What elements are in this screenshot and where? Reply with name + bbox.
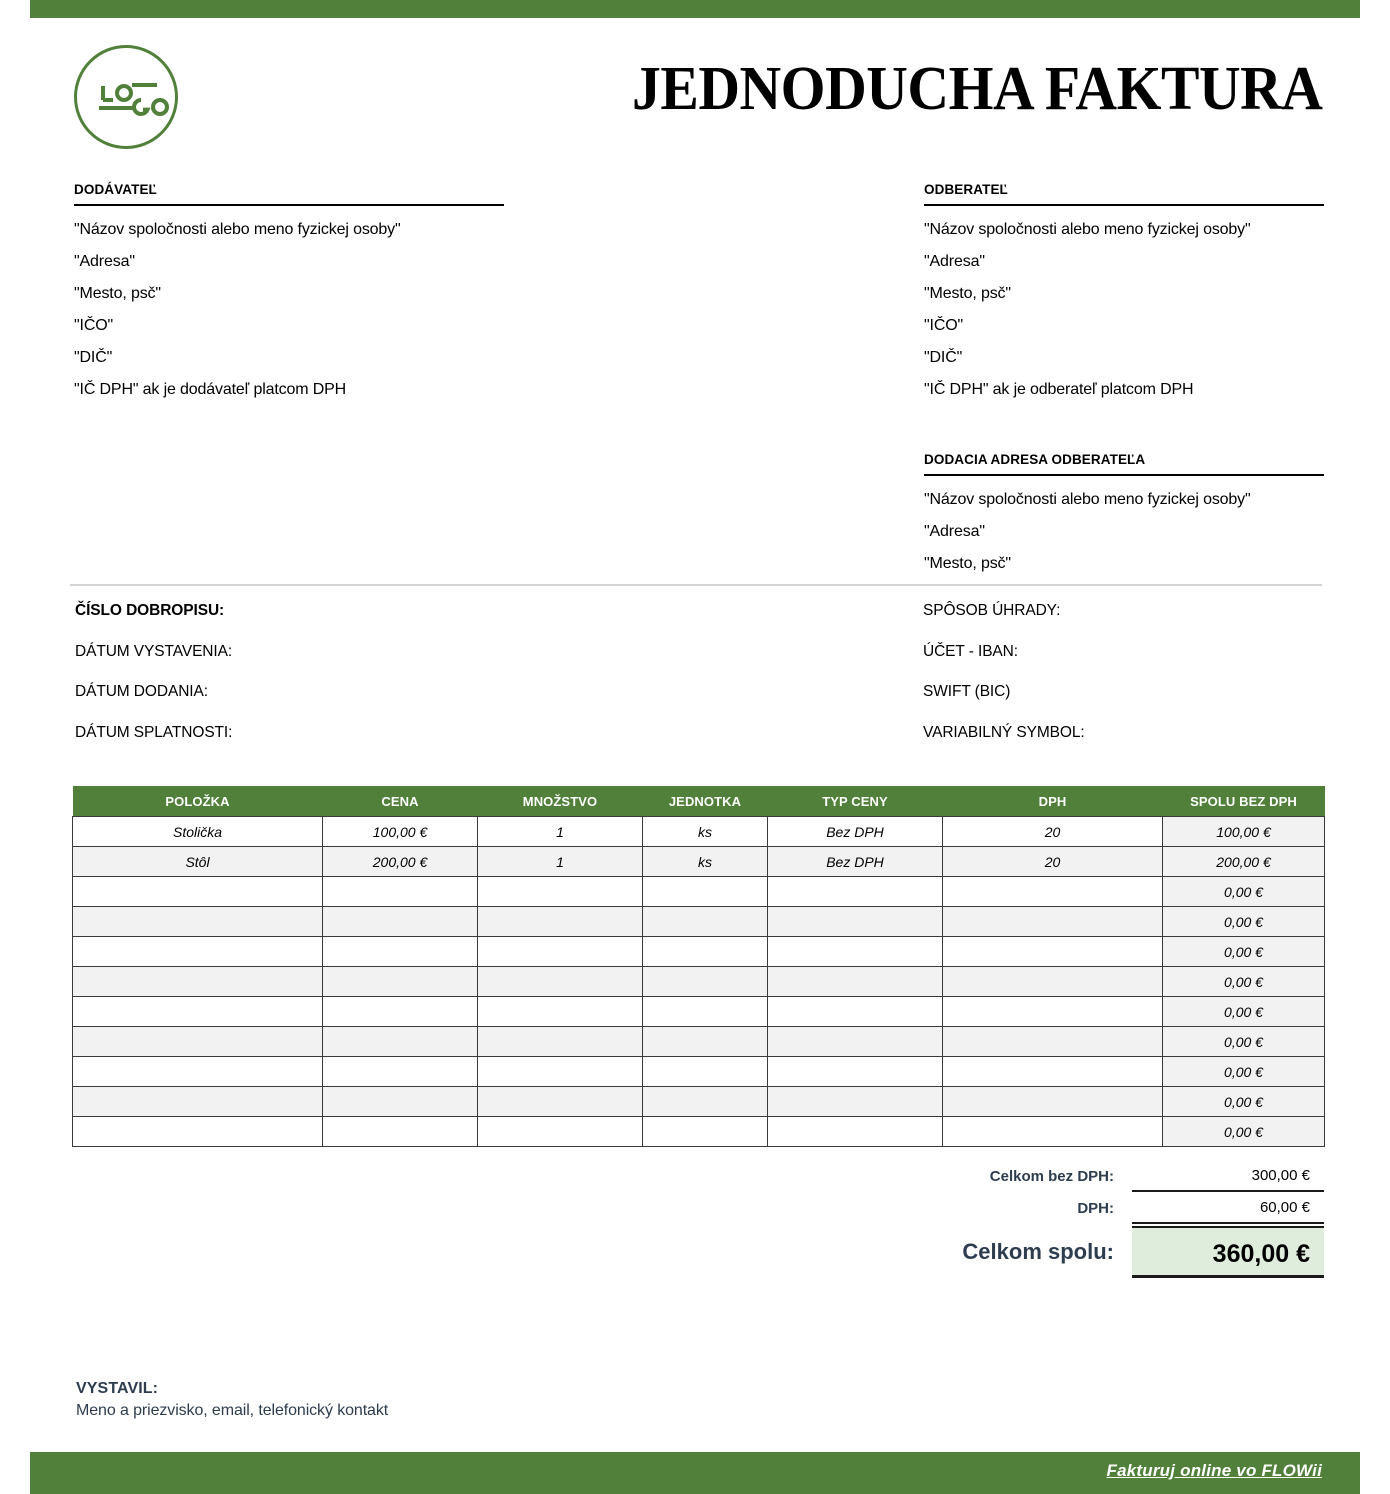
column-header-vat: DPH [943, 786, 1163, 817]
cell-price[interactable] [323, 967, 478, 997]
supplier-line: "Názov spoločnosti alebo meno fyzickej osoby" [74, 221, 401, 238]
cell-vat[interactable] [943, 907, 1163, 937]
cell-unit[interactable] [643, 1087, 768, 1117]
cell-total-excl-vat[interactable]: 100,00 € [1163, 817, 1325, 847]
cell-quantity[interactable]: 1 [478, 817, 643, 847]
cell-price-type[interactable] [768, 1117, 943, 1147]
invoice-meta-left [75, 603, 232, 765]
cell-quantity[interactable] [478, 1117, 643, 1147]
customer-line: "Mesto, psč" [924, 285, 1011, 302]
subtotal-value: 300,00 € [1132, 1160, 1324, 1192]
delivery-address-block [924, 452, 1324, 572]
grand-total-label: Celkom spolu: [962, 1239, 1114, 1264]
cell-price[interactable] [323, 997, 478, 1027]
cell-vat[interactable] [943, 997, 1163, 1027]
cell-item[interactable] [73, 877, 323, 907]
issued-by-text: Meno a priezvisko, email, telefonický kontakt [76, 1401, 389, 1419]
customer-line: "Adresa" [924, 253, 985, 270]
cell-total-excl-vat[interactable]: 0,00 € [1163, 967, 1325, 997]
cell-vat[interactable] [943, 877, 1163, 907]
cell-item[interactable] [73, 1087, 323, 1117]
cell-price-type[interactable] [768, 967, 943, 997]
cell-price[interactable]: 100,00 € [323, 817, 478, 847]
cell-vat[interactable] [943, 937, 1163, 967]
column-header-total-excl-vat: SPOLU BEZ DPH [1163, 786, 1325, 817]
cell-price-type[interactable] [768, 877, 943, 907]
cell-price-type[interactable] [768, 907, 943, 937]
table-row[interactable] [73, 817, 1325, 847]
cell-unit[interactable] [643, 937, 768, 967]
meta-field-iban: ÚČET - IBAN: [923, 642, 1018, 660]
subtotal-label: Celkom bez DPH: [989, 1167, 1114, 1185]
cell-price[interactable] [323, 1087, 478, 1117]
table-row[interactable] [73, 847, 1325, 877]
cell-quantity[interactable] [478, 967, 643, 997]
issued-by-heading: VYSTAVIL: [76, 1380, 159, 1397]
table-row[interactable] [73, 907, 1325, 937]
table-row[interactable] [73, 877, 1325, 907]
cell-price-type[interactable] [768, 1057, 943, 1087]
invoice-meta-right [923, 603, 1085, 765]
cell-total-excl-vat[interactable]: 0,00 € [1163, 907, 1325, 937]
supplier-block [74, 182, 504, 398]
cell-quantity[interactable] [478, 1087, 643, 1117]
cell-item[interactable] [73, 937, 323, 967]
cell-price-type[interactable] [768, 1087, 943, 1117]
vat-value: 60,00 € [1132, 1192, 1324, 1224]
table-row[interactable] [73, 967, 1325, 997]
logo-mark-icon [77, 48, 181, 152]
meta-field-delivery-date: DÁTUM DODANIA: [75, 683, 208, 700]
cell-item[interactable] [73, 1117, 323, 1147]
customer-line: "IČO" [924, 317, 964, 334]
supplier-line: "IČO" [74, 317, 114, 334]
cell-unit[interactable] [643, 1117, 768, 1147]
cell-quantity[interactable] [478, 907, 643, 937]
cell-total-excl-vat[interactable]: 200,00 € [1163, 847, 1325, 877]
cell-vat[interactable] [943, 1057, 1163, 1087]
cell-unit[interactable]: ks [643, 847, 768, 877]
cell-total-excl-vat[interactable]: 0,00 € [1163, 1057, 1325, 1087]
delivery-address-heading: DODACIA ADRESA ODBERATEĽA [924, 452, 1324, 476]
meta-field-issue-date: DÁTUM VYSTAVENIA: [75, 642, 233, 660]
vat-label: DPH: [1077, 1199, 1114, 1217]
cell-vat[interactable] [943, 1117, 1163, 1147]
cell-total-excl-vat[interactable]: 0,00 € [1163, 1087, 1325, 1117]
cell-price-type[interactable] [768, 937, 943, 967]
table-row[interactable] [73, 997, 1325, 1027]
cell-price-type[interactable]: Bez DPH [768, 847, 943, 877]
column-header-item: POLOŽKA [73, 786, 323, 817]
meta-field-variable-symbol: VARIABILNÝ SYMBOL: [923, 723, 1085, 741]
cell-quantity[interactable] [478, 937, 643, 967]
cell-unit[interactable] [643, 1027, 768, 1057]
logo-circle-icon [74, 45, 178, 149]
flowii-link[interactable]: Fakturuj online vo FLOWii [1106, 1461, 1322, 1480]
cell-quantity[interactable] [478, 1057, 643, 1087]
page-title: JEDNODUCHA FAKTURA [631, 55, 1322, 123]
cell-item[interactable]: Stôl [73, 847, 323, 877]
cell-price[interactable] [323, 877, 478, 907]
delivery-address-line: "Adresa" [924, 523, 985, 540]
invoice-header [0, 0, 1390, 135]
column-header-price: CENA [323, 786, 478, 817]
meta-field-swift: SWIFT (BIC) [923, 683, 1011, 700]
column-header-price-type: TYP CENY [768, 786, 943, 817]
cell-unit[interactable] [643, 997, 768, 1027]
cell-total-excl-vat[interactable]: 0,00 € [1163, 877, 1325, 907]
supplier-line: "Mesto, psč" [74, 285, 161, 302]
cell-quantity[interactable] [478, 1027, 643, 1057]
meta-field-credit-note-number: ČÍSLO DOBROPISU: [75, 602, 225, 619]
cell-unit[interactable] [643, 907, 768, 937]
cell-price[interactable]: 200,00 € [323, 847, 478, 877]
column-header-unit: JEDNOTKA [643, 786, 768, 817]
supplier-line: "Adresa" [74, 253, 135, 270]
customer-line: "Názov spoločnosti alebo meno fyzickej osoby" [924, 221, 1251, 238]
table-row[interactable] [73, 1117, 1325, 1147]
cell-total-excl-vat[interactable]: 0,00 € [1163, 1117, 1325, 1147]
cell-item[interactable] [73, 907, 323, 937]
cell-price[interactable] [323, 1027, 478, 1057]
cell-price-type[interactable] [768, 997, 943, 1027]
column-header-quantity: MNOŽSTVO [478, 786, 643, 817]
items-table-header-row [73, 786, 1325, 817]
total-row-subtotal [72, 1160, 1324, 1192]
cell-price[interactable] [323, 907, 478, 937]
meta-field-due-date: DÁTUM SPLATNOSTI: [75, 723, 233, 741]
supplier-line: "IČ DPH" ak je dodávateľ platcom DPH [74, 381, 347, 398]
items-table-wrap [72, 786, 1324, 1147]
cell-price[interactable] [323, 1057, 478, 1087]
cell-vat[interactable] [943, 1027, 1163, 1057]
items-table-body [73, 817, 1325, 1147]
cell-item[interactable] [73, 997, 323, 1027]
cell-total-excl-vat[interactable]: 0,00 € [1163, 997, 1325, 1027]
supplier-heading: DODÁVATEĽ [74, 182, 504, 206]
cell-price[interactable] [323, 1117, 478, 1147]
meta-field-payment-method: SPÔSOB ÚHRADY: [923, 602, 1061, 619]
table-row[interactable] [73, 1057, 1325, 1087]
customer-heading: ODBERATEĽ [924, 182, 1324, 206]
cell-vat[interactable]: 20 [943, 817, 1163, 847]
totals-section [72, 1160, 1324, 1278]
cell-price-type[interactable] [768, 1027, 943, 1057]
section-divider [70, 584, 1322, 586]
cell-unit[interactable] [643, 967, 768, 997]
company-logo [74, 45, 182, 153]
cell-vat[interactable] [943, 1087, 1163, 1117]
total-row-vat [72, 1192, 1324, 1224]
cell-quantity[interactable] [478, 997, 643, 1027]
cell-item[interactable] [73, 1057, 323, 1087]
table-row[interactable] [73, 937, 1325, 967]
table-row[interactable] [73, 1087, 1325, 1117]
cell-vat[interactable]: 20 [943, 847, 1163, 877]
cell-item[interactable] [73, 1027, 323, 1057]
cell-item[interactable]: Stolička [73, 817, 323, 847]
supplier-line: "DIČ" [74, 349, 113, 366]
cell-vat[interactable] [943, 967, 1163, 997]
issued-by-section [76, 1378, 388, 1421]
customer-block [924, 182, 1324, 572]
cell-quantity[interactable]: 1 [478, 847, 643, 877]
customer-line: "IČ DPH" ak je odberateľ platcom DPH [924, 381, 1194, 398]
customer-line: "DIČ" [924, 349, 963, 366]
cell-total-excl-vat[interactable]: 0,00 € [1163, 1027, 1325, 1057]
delivery-address-line: "Mesto, psč" [924, 555, 1011, 572]
total-row-grand [72, 1226, 1324, 1278]
cell-price[interactable] [323, 937, 478, 967]
cell-unit[interactable] [643, 877, 768, 907]
items-table [72, 786, 1325, 1147]
cell-unit[interactable] [643, 1057, 768, 1087]
table-row[interactable] [73, 1027, 1325, 1057]
grand-total-value: 360,00 € [1132, 1226, 1324, 1278]
cell-price-type[interactable]: Bez DPH [768, 817, 943, 847]
cell-total-excl-vat[interactable]: 0,00 € [1163, 937, 1325, 967]
delivery-address-line: "Názov spoločnosti alebo meno fyzickej osoby" [924, 491, 1251, 508]
cell-unit[interactable]: ks [643, 817, 768, 847]
cell-item[interactable] [73, 967, 323, 997]
cell-quantity[interactable] [478, 877, 643, 907]
